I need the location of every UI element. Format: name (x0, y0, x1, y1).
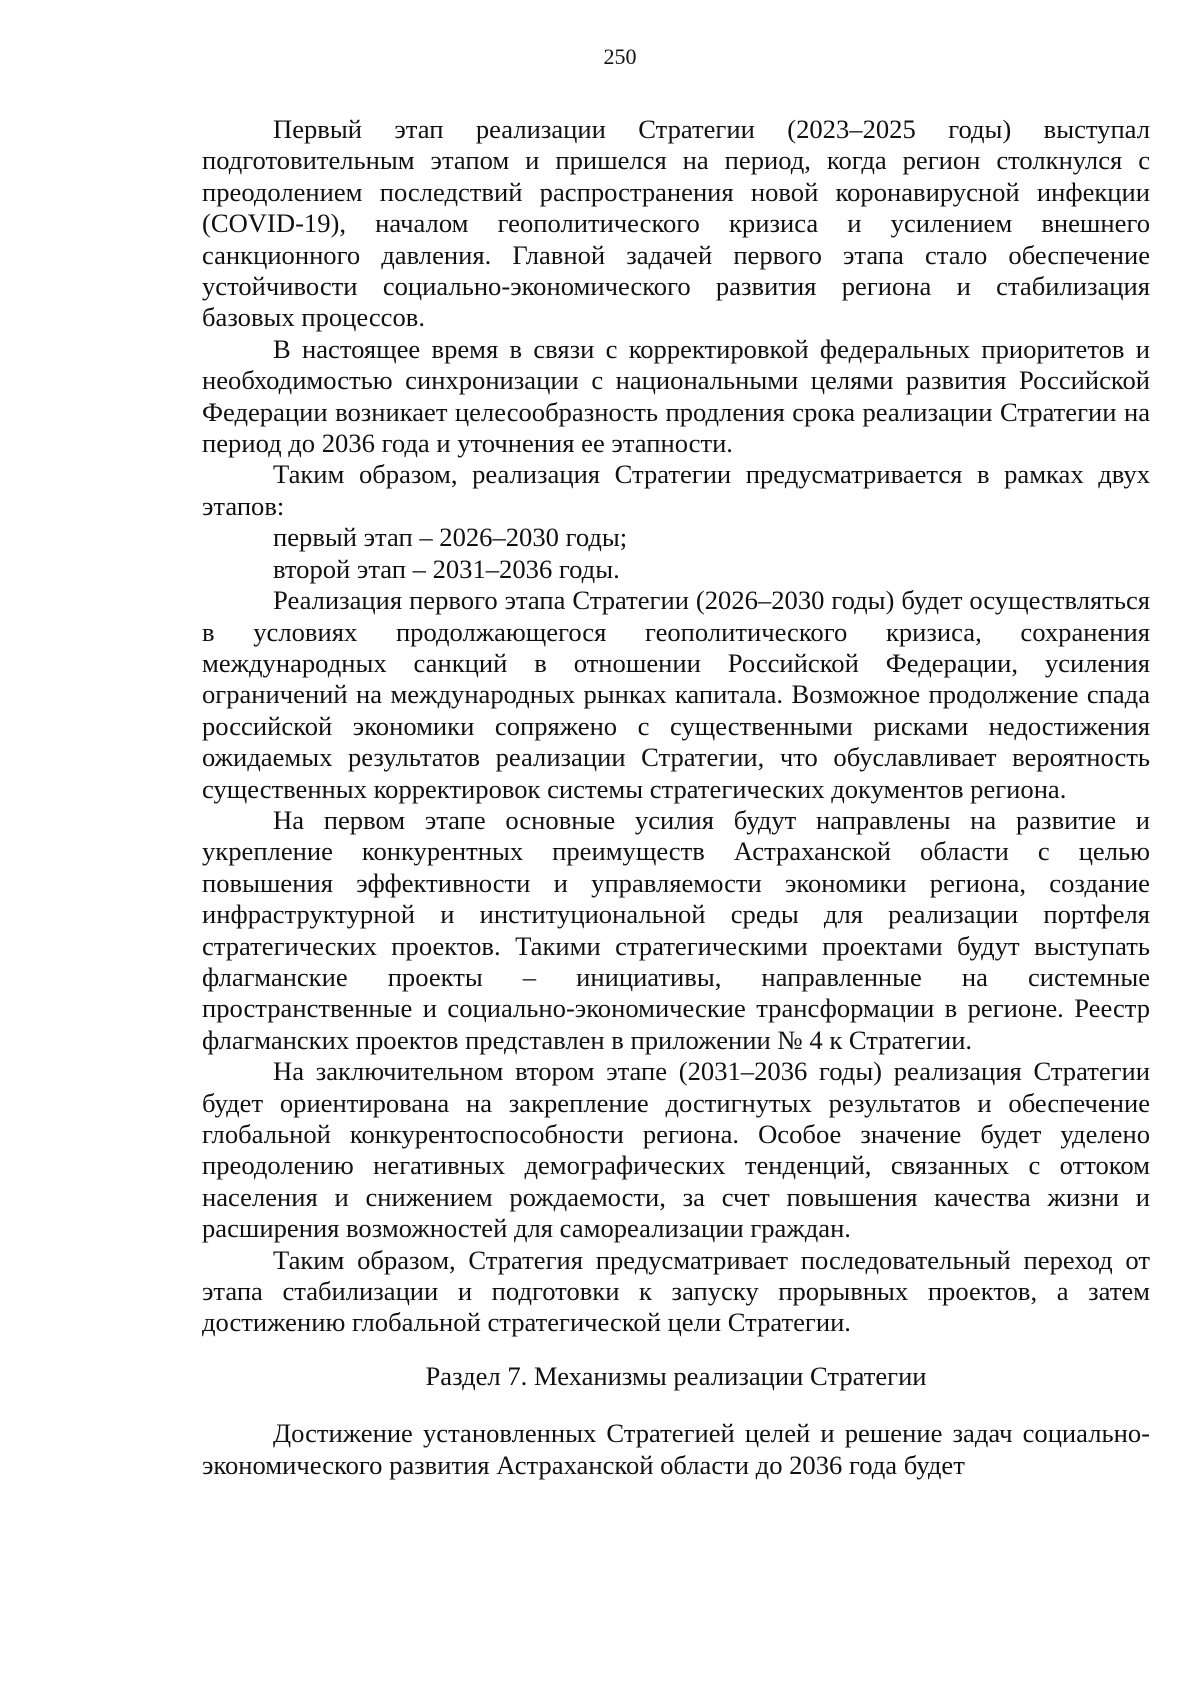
paragraph-transition-summary: Таким образом, Стратегия предусматривает последовательный переход от этапа стабилизации и подготовки к запуску прорывных проектов, а затем достижению глобальной стратегической цели Стратегии. (202, 1244, 1150, 1338)
paragraph-two-stages-intro: Таким образом, реализация Стратегии предусматривается в рамках двух этапов: (202, 459, 1150, 521)
list-item-stage-two: второй этап – 2031–2036 годы. (273, 553, 620, 584)
paragraph-first-stage-conditions: Реализация первого этапа Стратегии (2026–2030 годы) будет осуществляться в условиях продолжающегося геополитического кризиса, сохранения международных санкций в отношении Российской Федерации, усиления ограничений на международных рынках капитала. Возможное продолжение спада российской экономики сопряжено с существенными рисками недостижения ожидаемых результатов реализации Стратегии, что обуславливает вероятность существенных корректировок системы стратегических документов региона. (202, 585, 1150, 804)
paragraph-first-stage-2023-2025: Первый этап реализации Стратегии (2023–2025 годы) выступал подготовительным этапом и пришелся на период, когда регион столкнулся с преодолением последствий распространения новой коронавирусной инфекции (COVID-19), началом геополитического кризиса и усилением внешнего санкционного давления. Главной задачей первого этапа стало обеспечение устойчивости социально-экономического развития региона и стабилизация базовых процессов. (202, 114, 1150, 333)
page-number: 250 (603, 44, 637, 69)
paragraph-first-stage-efforts: На первом этапе основные усилия будут направлены на развитие и укрепление конкурентных преимуществ Астраханской области с целью повышения эффективности и управляемости экономики региона, создание инфраструктурной и институциональной среды для реализации портфеля стратегических проектов. Такими стратегическими проектами будут выступать флагманские проекты – инициативы, направленные на системные пространственные и социально-экономические трансформации в регионе. Реестр флагманских проектов представлен в приложении № 4 к Стратегии. (202, 804, 1150, 1055)
paragraph-second-stage: На заключительном втором этапе (2031–2036 годы) реализация Стратегии будет ориентирована на закрепление достигнутых результатов и обеспечение глобальной конкурентоспособности региона. Особое значение будет уделено преодолению негативных демографических тенденций, связанных с оттоком населения и снижением рождаемости, за счет повышения качества жизни и расширения возможностей для самореализации граждан. (202, 1056, 1150, 1244)
section-heading: Раздел 7. Механизмы реализации Стратегии (425, 1360, 927, 1391)
paragraph-implementation-mechanisms: Достижение установленных Стратегией целей и решение задач социально-экономического развития Астраханской области до 2036 года будет (202, 1418, 1150, 1480)
list-item-stage-one: первый этап – 2026–2030 годы; (273, 522, 628, 553)
page-body (202, 114, 1150, 1481)
paragraph-strategy-extension: В настоящее время в связи с корректировкой федеральных приоритетов и необходимостью синхронизации с национальными целями развития Российской Федерации возникает целесообразность продления срока реализации Стратегии на период до 2036 года и уточнения ее этапности. (202, 333, 1150, 459)
